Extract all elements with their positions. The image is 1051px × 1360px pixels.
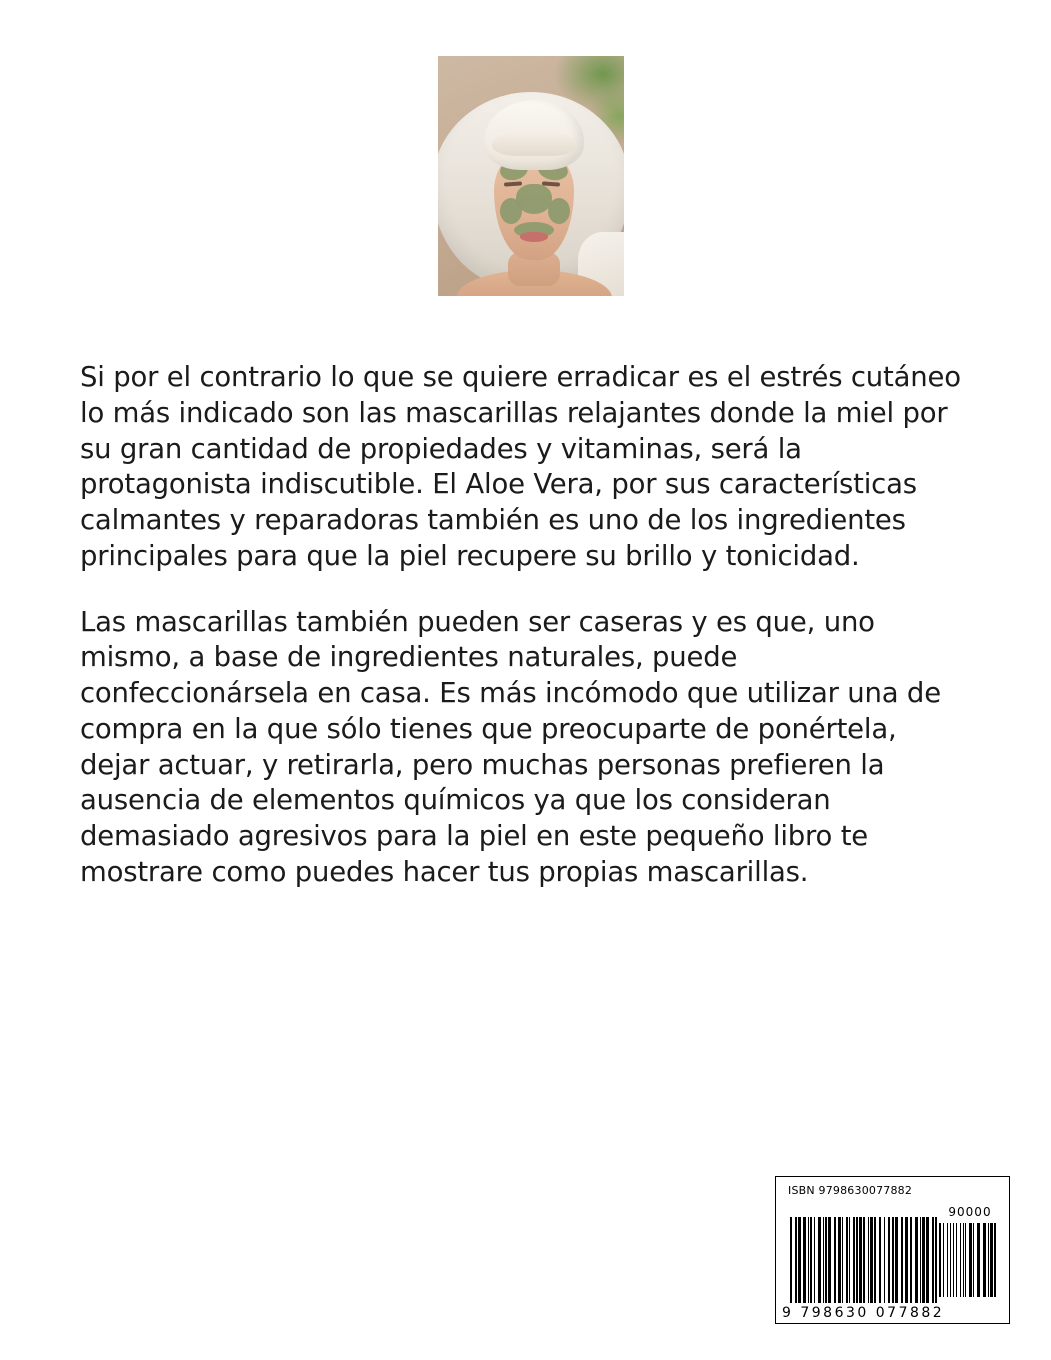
ean-digits: 9 798630 077882 (782, 1305, 945, 1321)
ean13-bars (790, 1217, 940, 1303)
paragraph-1: Si por el contrario lo que se quiere erradicar es el estrés cutáneo lo más indicado son las mascarillas relajantes donde la miel por su gran cantidad de propiedades y vitaminas, será la protagonista indiscutible. El Aloe Vera, por sus características calmantes y reparadoras también es uno de los ingredientes principales para que la piel recupere su brillo y tonicidad. (80, 361, 961, 572)
paragraph-2: Las mascarillas también pueden ser caseras y es que, uno mismo, a base de ingredientes naturales, puede confeccionársela en casa. Es más incómodo que utilizar una de compra en la que sólo tienes que preocuparte de ponértela, dejar actuar, y retirarla, pero muchas personas prefieren la ausencia de elementos químicos ya que los consideran demasiado agresivos para la piel en este pequeño libro te mostrare como puedes hacer tus propias mascarillas. (80, 605, 941, 888)
clay-mask-patch (500, 198, 522, 224)
back-cover-text (80, 360, 968, 891)
addon-bars (939, 1223, 1001, 1297)
cover-photo (438, 56, 624, 296)
lips (520, 232, 548, 242)
spa-facial-mask-photo (438, 56, 624, 296)
isbn-label: ISBN 9798630077882 (788, 1184, 913, 1197)
price-addon-barcode (939, 1205, 1001, 1301)
isbn-barcode-block (775, 1176, 1010, 1324)
clay-mask-patch (548, 198, 570, 224)
addon-value: 90000 (948, 1205, 992, 1219)
